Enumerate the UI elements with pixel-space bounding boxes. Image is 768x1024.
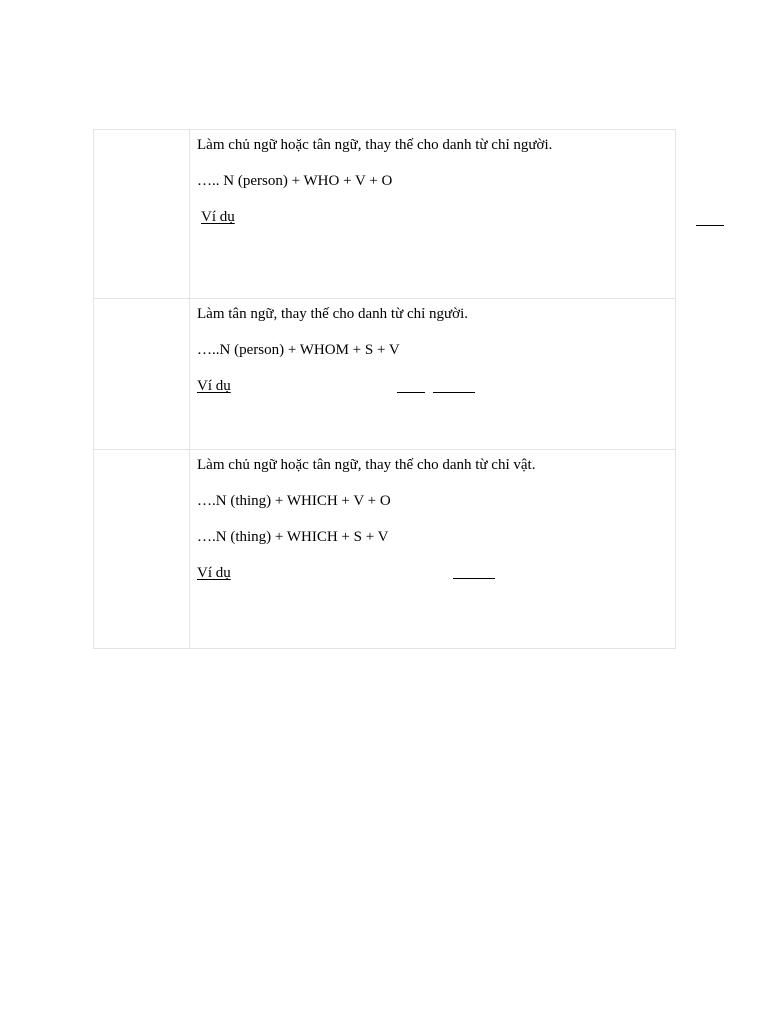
answer-blank bbox=[433, 392, 475, 393]
definition-cell bbox=[190, 299, 676, 450]
answer-blank bbox=[696, 225, 724, 226]
term-cell bbox=[94, 450, 190, 649]
table-row bbox=[94, 130, 676, 299]
description-text: Làm tân ngữ, thay thế cho danh từ chỉ người. bbox=[197, 306, 469, 322]
definition-cell bbox=[190, 130, 676, 299]
formula-text: ….N (thing) + WHICH + V + O bbox=[197, 493, 391, 509]
term-cell bbox=[94, 299, 190, 450]
answer-blank bbox=[397, 392, 425, 393]
term-cell bbox=[94, 130, 190, 299]
example-label: Ví dụ bbox=[201, 209, 235, 225]
definition-cell bbox=[190, 450, 676, 649]
example-label: Ví dụ bbox=[197, 565, 231, 581]
example-label: Ví dụ bbox=[197, 378, 231, 394]
description-text: Làm chủ ngữ hoặc tân ngữ, thay thế cho danh từ chỉ vật. bbox=[197, 457, 536, 473]
formula-text: …..N (person) + WHOM + S + V bbox=[197, 342, 400, 358]
formula-text: ….N (thing) + WHICH + S + V bbox=[197, 529, 389, 545]
relative-pronoun-table bbox=[93, 129, 676, 649]
table-row bbox=[94, 299, 676, 450]
table-row bbox=[94, 450, 676, 649]
description-text: Làm chủ ngữ hoặc tân ngữ, thay thế cho danh từ chỉ người. bbox=[197, 137, 553, 153]
formula-text: ….. N (person) + WHO + V + O bbox=[197, 173, 393, 189]
answer-blank bbox=[453, 578, 495, 579]
